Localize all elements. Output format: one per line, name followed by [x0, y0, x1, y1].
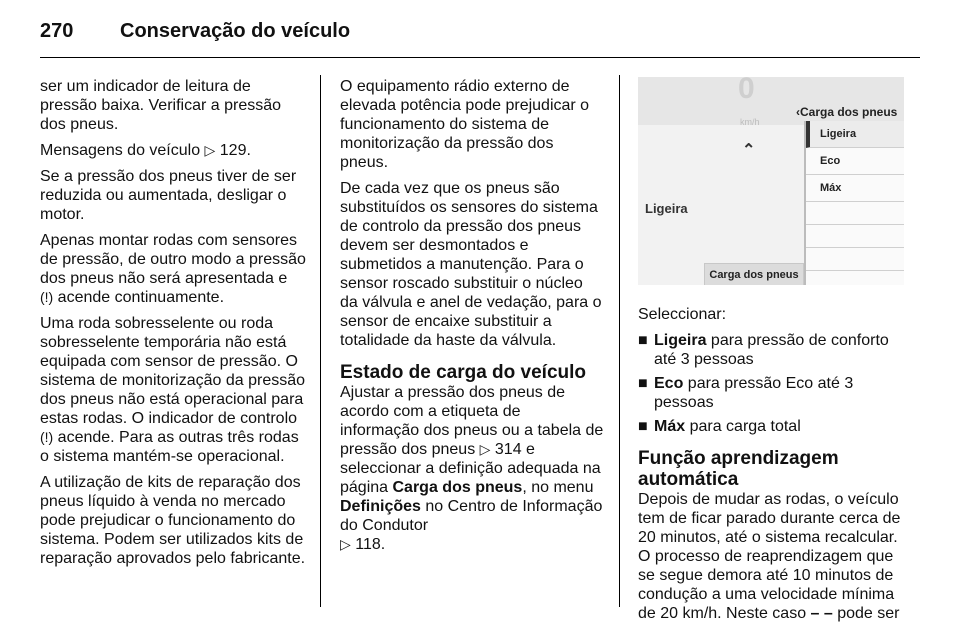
tire-pressure-warning-icon: (!) [40, 429, 54, 445]
column-2 [340, 77, 604, 561]
column-divider [619, 75, 620, 607]
paragraph: Uma roda sobresselente ou roda sobresselente temporária não está equipada com sensor de pressão. O sistema de monitorização da pressão dos pneus não está operacional para estas rodas. O indicador de controlo (!) acende. Para as outras três rodas o sistema mantém-se operacional. [40, 315, 306, 465]
chevron-left-icon: ‹ [796, 105, 800, 119]
arrow-ref-icon: ▷ [340, 536, 351, 552]
column-divider [320, 75, 321, 607]
page-number: 270 [40, 20, 74, 42]
arrow-ref-icon: ▷ [479, 441, 491, 457]
column-1 [40, 77, 306, 575]
menu-item-empty [806, 248, 904, 271]
menu-item-empty [806, 225, 904, 248]
driver-info-display-figure [638, 77, 904, 285]
page-header [40, 20, 350, 50]
bullet-mark: ■ [638, 375, 648, 392]
paragraph: Mensagens do veículo ▷ 129. [40, 142, 251, 159]
select-label: Seleccionar: [638, 306, 727, 323]
paragraph: ser um indicador de leitura de pressão baixa. Verificar a pressão dos pneus. [40, 78, 282, 133]
menu-item-ligeira: Ligeira [806, 121, 904, 148]
column-3 [638, 77, 904, 630]
paragraph: De cada vez que os pneus são substituídos os sensores do sistema de controlo da pressão dos pneus devem ser desmontados e submetidos a manutenção. Para o sensor roscado substituir o núcleo da válvula e anel de vedação, para o sensor de encaixe substituir a totalidade da haste da válvula. [340, 180, 602, 349]
paragraph: A utilização de kits de reparação dos pneus líquido à venda no mercado pode prejudicar o funcionamento do sistema. Podem ser utilizados kits de reparação aprovados pelo fabricante. [40, 474, 306, 567]
chapter-title: Conservação do veículo [120, 20, 351, 42]
speed-readout: 0 [738, 77, 755, 105]
paragraph: O equipamento rádio externo de elevada potência pode prejudicar o funcionamento do sistema de monitorização da pressão dos pneus. [340, 78, 590, 171]
paragraph: Apenas montar rodas com sensores de pressão, de outro modo a pressão dos pneus não será apresentada e (!) acende continuamente. [40, 232, 306, 306]
paragraph: Ajustar a pressão dos pneus de acordo com a etiqueta de informação dos pneus ou a tabela de pressão dos pneus ▷ 314 e seleccionar a definição adequada na página Carga dos pneus, no menu Definições no Centro de Informação do Condutor ▷ 118. [340, 384, 604, 553]
footer-label: Carga dos pneus [704, 263, 804, 285]
list-item: ■ Eco para pressão Eco até 3 pessoas [638, 375, 854, 411]
paragraph: Depois de mudar as rodas, o veículo tem de ficar parado durante cerca de 20 minutos, até o sistema recalcular. O processo de reaprendizagem que se segue demora até 10 minutos de condução a uma velocidade mínima de 20 km/h. Neste caso – – pode ser [638, 491, 901, 622]
section-heading: Função aprendizagem automática [638, 448, 839, 490]
bullet-mark: ■ [638, 418, 648, 435]
arrow-ref-icon: ▷ [204, 142, 216, 158]
section-heading: Estado de carga do veículo [340, 362, 587, 383]
speed-unit: km/h [740, 117, 760, 127]
chevron-up-icon: ⌃ [742, 142, 756, 159]
current-setting-label: Ligeira [645, 201, 688, 216]
list-item: ■ Máx para carga total [638, 418, 801, 435]
paragraph: Se a pressão dos pneus tiver de ser reduzida ou aumentada, desligar o motor. [40, 168, 297, 223]
menu-item-eco: Eco [806, 148, 904, 175]
menu-item-empty [806, 202, 904, 225]
page-ref-link[interactable]: 129. [219, 142, 251, 159]
load-menu [804, 121, 904, 285]
bullet-mark: ■ [638, 332, 648, 349]
back-label: ‹Carga dos pneus [796, 105, 898, 119]
tire-pressure-warning-icon: (!) [40, 289, 54, 305]
menu-item-max: Máx [806, 175, 904, 202]
header-rule [40, 57, 920, 58]
list-item: ■ Ligeira para pressão de conforto até 3 pessoas [638, 332, 889, 368]
